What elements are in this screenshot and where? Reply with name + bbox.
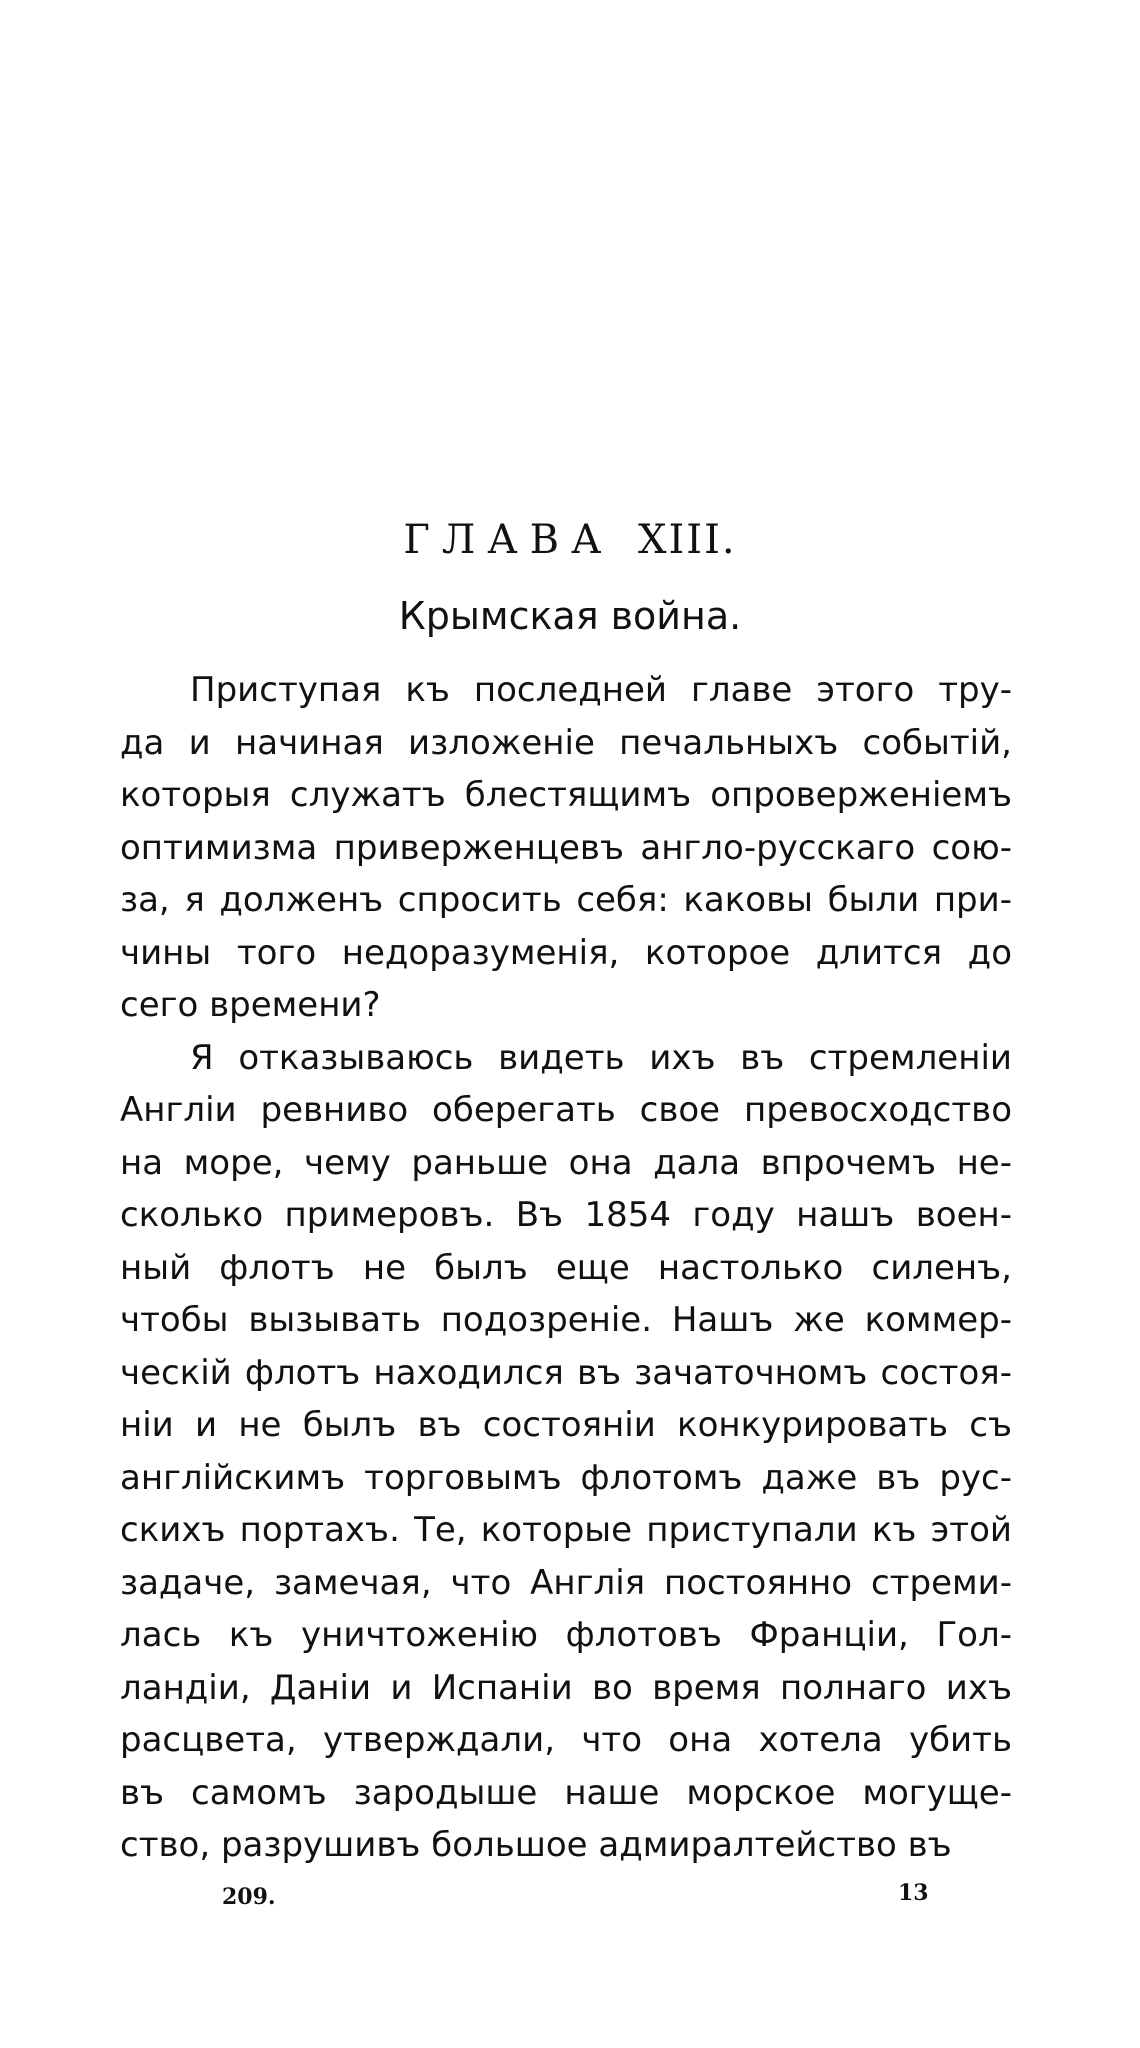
text-line: ніи и не былъ въ состояніи конкурировать съ	[120, 1405, 1012, 1445]
chapter-title: Крымская война.	[398, 594, 742, 638]
text-line: въ самомъ зародыше наше морское могуще-	[120, 1772, 1012, 1813]
text-line: ландіи, Даніи и Испаніи во время полнаго ихъ	[120, 1667, 1012, 1708]
body-text	[120, 664, 1012, 1872]
text-line: чины того недоразуменія, которое длится до	[120, 932, 1012, 973]
text-line: чтобы вызывать подозреніе. Нашъ же коммер-	[120, 1300, 1012, 1340]
text-line: англійскимъ торговымъ флотомъ даже въ рус-	[120, 1457, 1012, 1498]
signature-mark: 209.	[222, 1884, 276, 1910]
text-line: ный флотъ не былъ еще настолько силенъ,	[120, 1247, 1012, 1288]
text-line: расцвета, утверждали, что она хотела убить	[120, 1720, 1012, 1760]
chapter-number: XIII.	[637, 517, 737, 563]
text-line: Я отказываюсь видеть ихъ въ стремленіи	[190, 1037, 1012, 1078]
text-line: сего времени?	[120, 985, 381, 1025]
sheet-number: 13	[898, 1880, 929, 1906]
paragraph	[120, 1032, 1012, 1872]
paragraph	[120, 664, 1012, 1032]
text-line: оптимизма приверженцевъ англо-русскаго сою-	[120, 827, 1012, 868]
text-line: сколько примеровъ. Въ 1854 году нашъ воен-	[120, 1195, 1012, 1235]
text-line: лась къ уничтоженію флотовъ Франціи, Гол-	[120, 1615, 1012, 1655]
text-line: ство, разрушивъ большое адмиралтейство въ	[120, 1825, 952, 1865]
chapter-label: ГЛАВА	[403, 517, 614, 563]
page-footer	[0, 1880, 1140, 1920]
text-line: Приступая къ последней главе этого тру-	[190, 670, 1012, 710]
text-line: на море, чему раньше она дала впрочемъ не-	[120, 1142, 1012, 1183]
text-line: Англіи ревниво оберегать свое превосходство	[120, 1090, 1012, 1130]
text-line: скихъ портахъ. Те, которые приступали къ этой	[120, 1510, 1012, 1550]
text-line: которыя служатъ блестящимъ опроверженіемъ	[120, 775, 1012, 815]
text-line: задаче, замечая, что Англія постоянно стреми-	[120, 1562, 1012, 1603]
text-line: за, я долженъ спросить себя: каковы были при-	[120, 880, 1012, 920]
text-line: да и начиная изложеніе печальныхъ событій,	[120, 722, 1012, 763]
text-line: ческій флотъ находился въ зачаточномъ состоя-	[120, 1352, 1012, 1393]
chapter-heading	[0, 512, 1140, 568]
